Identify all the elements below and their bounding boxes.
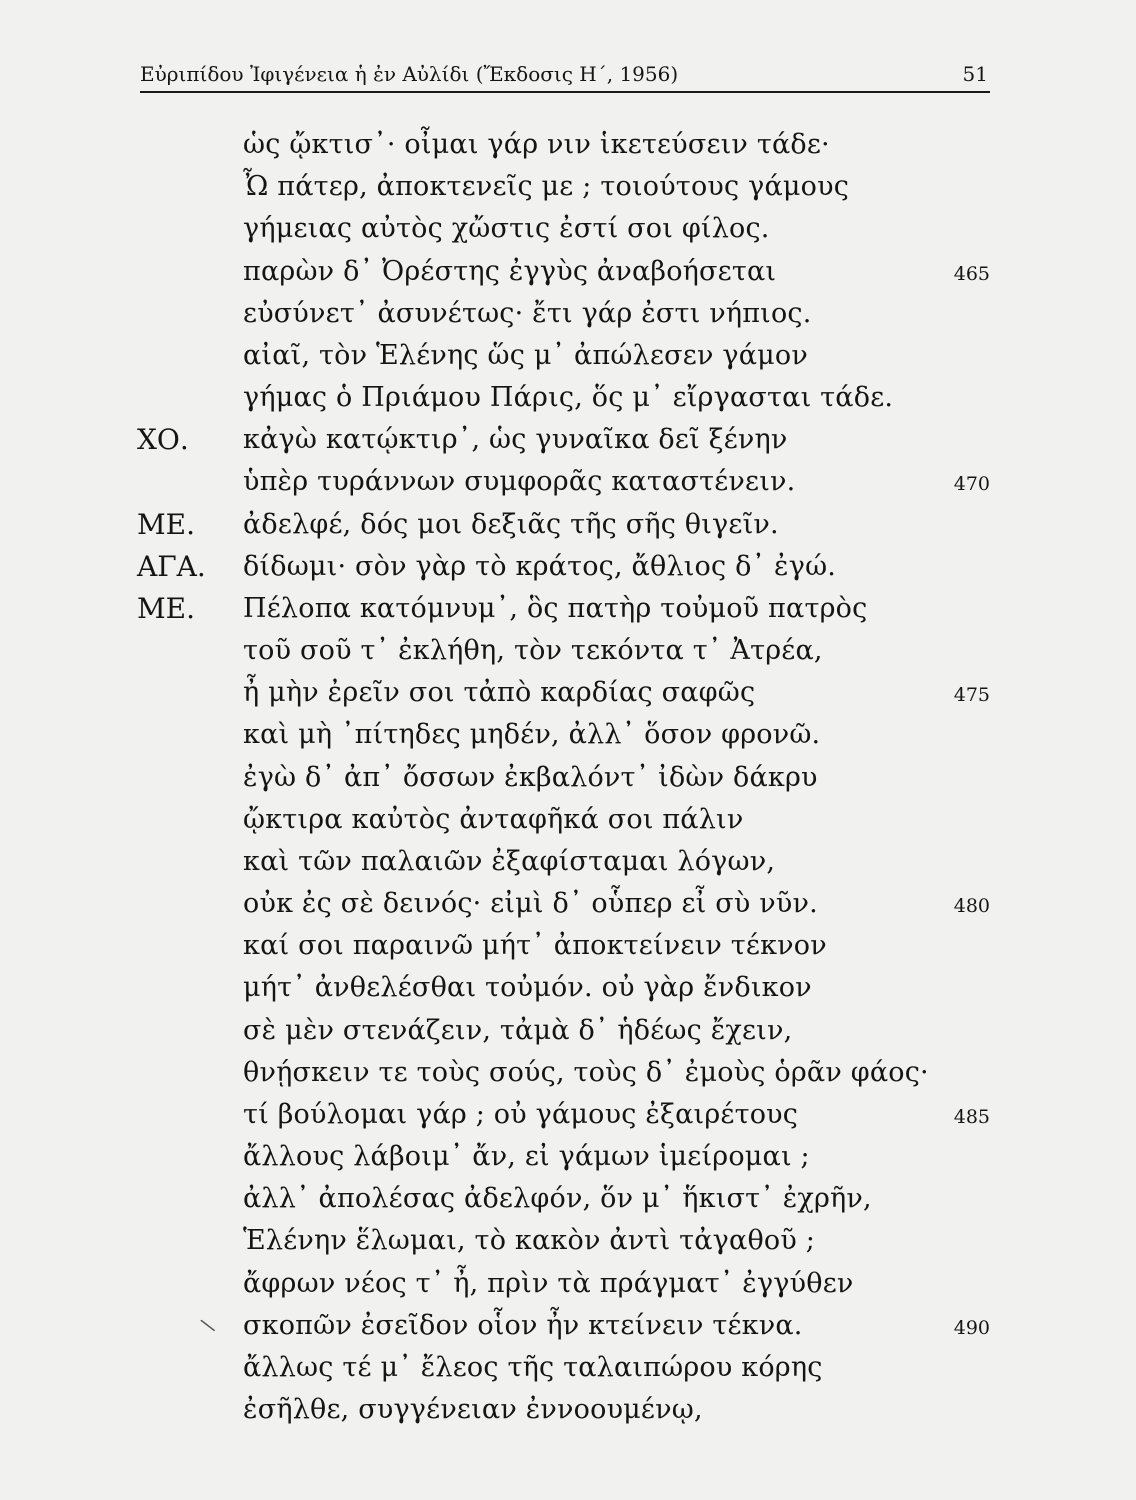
line-number: 465: [953, 262, 990, 285]
verse-line: [0, 757, 1136, 799]
verse-line: [0, 1094, 1136, 1136]
verse-text: ᾤκτιρα καὐτὸς ἀνταφῆκά σοι πάλιν: [243, 803, 744, 835]
verse-text: ἄφρων νέος τ᾽ ἦ, πρὶν τὰ πράγματ᾽ ἐγγύθεν: [243, 1267, 854, 1299]
verse-line: [0, 124, 1136, 166]
verse-line: [0, 1136, 1136, 1178]
verse-text: δίδωμι· σὸν γὰρ τὸ κράτος, ἄθλιος δ᾽ ἐγώ.: [243, 550, 837, 582]
verse-line: [0, 504, 1136, 546]
verse-text: παρὼν δ᾽ Ὀρέστης ἐγγὺς ἀναβοήσεται: [243, 255, 777, 287]
verse-text: γήμειας αὐτὸς χὤστις ἐστί σοι φίλος.: [243, 213, 770, 245]
verse-text: Ὦ πάτερ, ἀποκτενεῖς με ; τοιούτους γάμους: [243, 171, 850, 203]
verse-text: γήμας ὁ Πριάμου Πάρις, ὅς μ᾽ εἴργασται τάδε.: [243, 382, 894, 414]
verse-line: [0, 461, 1136, 503]
verse-text: ἀλλ᾽ ἀπολέσας ἀδελφόν, ὅν μ᾽ ἥκιστ᾽ ἐχρῆν,: [243, 1183, 872, 1215]
line-number: 480: [953, 895, 990, 918]
verse-text: ἄλλους λάβοιμ᾽ ἄν, εἰ γάμων ἱμείρομαι ;: [243, 1141, 810, 1173]
verse-line: [0, 335, 1136, 377]
verse-text: τοῦ σοῦ τ᾽ ἐκλήθη, τὸν τεκόντα τ᾽ Ἀτρέα,: [243, 635, 823, 667]
line-number: 490: [953, 1316, 990, 1339]
line-number: 470: [953, 473, 990, 496]
verse-text: ἦ μὴν ἐρεῖν σοι τἀπὸ καρδίας σαφῶς: [243, 677, 756, 709]
verse-line: [0, 377, 1136, 419]
verse-line: [0, 1010, 1136, 1052]
verse-line: [0, 672, 1136, 714]
verse-text: τί βούλομαι γάρ ; οὐ γάμους ἐξαιρέτους: [243, 1098, 799, 1130]
speaker-label: ΧΟ.: [137, 423, 189, 457]
verse-text: ἀδελφέ, δός μοι δεξιᾶς τῆς σῆς θιγεῖν.: [243, 508, 779, 540]
verse-line: [0, 208, 1136, 250]
verse-line: [0, 1263, 1136, 1305]
verse-line: [0, 925, 1136, 967]
verse-line: [0, 841, 1136, 883]
verse-text: ὑπὲρ τυράννων συμφορᾶς καταστένειν.: [243, 466, 796, 498]
line-number: 485: [953, 1105, 990, 1128]
verse-text: καὶ τῶν παλαιῶν ἐξαφίσταμαι λόγων,: [243, 845, 776, 877]
running-title: Εὐριπίδου Ἰφιγένεια ἡ ἐν Αὐλίδι (Ἔκδοσις Η΄, 1956): [140, 62, 679, 86]
verse-line: [0, 588, 1136, 630]
verse-text: καὶ μὴ ᾽πίτηδες μηδέν, ἀλλ᾽ ὅσον φρονῶ.: [243, 719, 821, 751]
verse-line: [0, 419, 1136, 461]
verse-line: [0, 1220, 1136, 1262]
verse-text: ἐγὼ δ᾽ ἀπ᾽ ὄσσων ἐκβαλόντ᾽ ἰδὼν δάκρυ: [243, 761, 818, 793]
verse-text: μήτ᾽ ἀνθελέσθαι τοὐμόν. οὐ γὰρ ἔνδικον: [243, 972, 812, 1004]
header-rule: [140, 91, 990, 93]
speaker-label: ΜΕ.: [137, 591, 196, 625]
verse-text: θνῄσκειν τε τοὺς σούς, τοὺς δ᾽ ἐμοὺς ὁρᾶν φάος·: [243, 1056, 929, 1088]
verse-text: σκοπῶν ἐσεῖδον οἷον ἦν κτείνειν τέκνα.: [243, 1309, 803, 1341]
verse-text: κἀγὼ κατῴκτιρ᾽, ὡς γυναῖκα δεῖ ξένην: [243, 424, 788, 456]
verse-line: [0, 1178, 1136, 1220]
verse-line: [0, 1305, 1136, 1347]
verse-text: σὲ μὲν στενάζειν, τἀμὰ δ᾽ ἡδέως ἔχειν,: [243, 1014, 793, 1046]
verse-line: [0, 546, 1136, 588]
verse-line: [0, 251, 1136, 293]
page-number: 51: [962, 62, 988, 86]
verse-text: εὐσύνετ᾽ ἀσυνέτως· ἔτι γάρ ἐστι νήπιος.: [243, 297, 812, 329]
verse-text: ὡς ᾤκτισ᾽· οἶμαι γάρ νιν ἱκετεύσειν τάδε·: [243, 129, 830, 160]
verse-text: Πέλοπα κατόμνυμ᾽, ὃς πατὴρ τοὐμοῦ πατρὸς: [243, 592, 868, 624]
verse-text: Ἑλένην ἕλωμαι, τὸ κακὸν ἀντὶ τἀγαθοῦ ;: [243, 1225, 816, 1257]
verse-line: [0, 799, 1136, 841]
verse-line: [0, 1389, 1136, 1431]
running-header: [140, 56, 990, 92]
verse-line: [0, 714, 1136, 756]
verse-line: [0, 883, 1136, 925]
line-number: 475: [953, 684, 990, 707]
verse-text: οὐκ ἐς σὲ δεινός· εἰμὶ δ᾽ οὗπερ εἶ σὺ νῦν.: [243, 888, 818, 920]
verse-line: [0, 630, 1136, 672]
verse-text: καί σοι παραινῶ μήτ᾽ ἀποκτείνειν τέκνον: [243, 930, 827, 962]
verse-text: ἐσῆλθε, συγγένειαν ἐννοουμένῳ,: [243, 1394, 703, 1426]
verse-line: [0, 166, 1136, 208]
verse-line: [0, 293, 1136, 335]
verse-line: [0, 1052, 1136, 1094]
verse-line: [0, 967, 1136, 1009]
speaker-label: ΜΕ.: [137, 507, 196, 541]
stray-mark: \: [197, 1313, 218, 1337]
verse-text: ἄλλως τέ μ᾽ ἔλεος τῆς ταλαιπώρου κόρης: [243, 1351, 823, 1383]
verse-text: αἰαῖ, τὸν Ἑλένης ὥς μ᾽ ἀπώλεσεν γάμον: [243, 339, 808, 371]
verse-line: [0, 1347, 1136, 1389]
speaker-label: ΑΓΑ.: [137, 549, 206, 583]
